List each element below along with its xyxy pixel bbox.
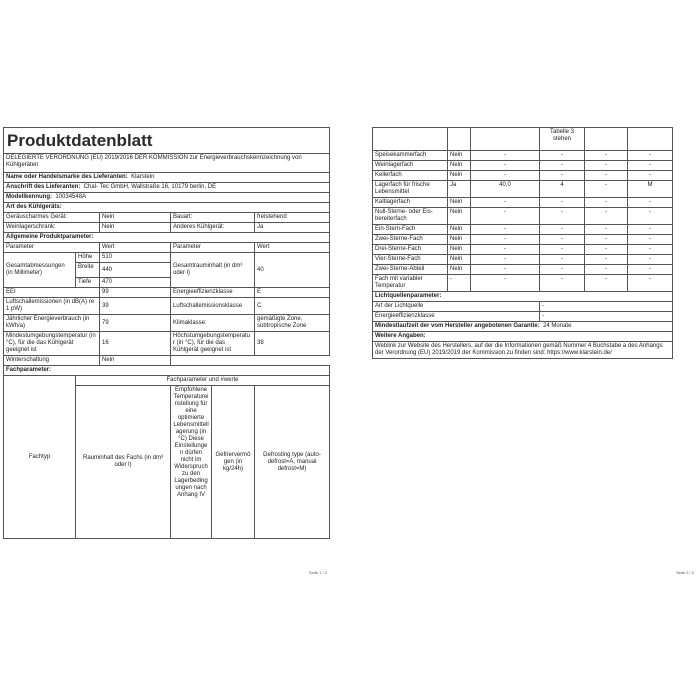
compartment-temp: -: [540, 245, 585, 255]
light-type-value: -: [540, 302, 673, 312]
compartment-freeze: -: [585, 151, 628, 161]
page-title: Produktdatenblatt: [4, 128, 330, 154]
model-row: [4, 193, 330, 203]
light-type-label: Art der Lichtquelle: [373, 302, 540, 312]
compartment-defrost: -: [628, 208, 673, 225]
depth-label: Tiefe: [76, 278, 100, 288]
compartment-defrost: -: [628, 275, 673, 292]
compartment-row: [373, 225, 673, 235]
compartment-defrost: -: [628, 255, 673, 265]
compartment-name: Drei-Sterne-Fach: [373, 245, 448, 255]
low-noise-value: Nein: [100, 213, 171, 223]
eei-label: EEI: [4, 288, 100, 298]
compartment-freeze: -: [585, 171, 628, 181]
value-header-2: Wert: [255, 243, 330, 253]
compartment-volume: -: [471, 235, 540, 245]
compartment-freeze: -: [585, 235, 628, 245]
col-compartment-type: Fachtyp: [4, 376, 76, 539]
compartment-freeze: -: [585, 245, 628, 255]
climate-class-label: Klimaklasse:: [171, 315, 255, 332]
compartment-temp: -: [540, 235, 585, 245]
compartment-name: Ein-Stern-Fach: [373, 225, 448, 235]
product-datasheet-table: [3, 127, 330, 539]
noise-class-value: C: [255, 298, 330, 315]
annual-energy-value: 79: [100, 315, 171, 332]
compartment-row: [373, 245, 673, 255]
noise-value: 39: [100, 298, 171, 315]
construction-label: Bauart:: [171, 213, 255, 223]
compartment-row: [373, 265, 673, 275]
compartment-temp: -: [540, 225, 585, 235]
width-label: Breite: [76, 263, 100, 278]
compartment-temp: -: [540, 208, 585, 225]
height-label: Höhe: [76, 253, 100, 263]
compartment-name: Zwei-Sterne-Abteil: [373, 265, 448, 275]
compartment-temp: 4: [540, 181, 585, 198]
compartment-volume: -: [471, 265, 540, 275]
compartment-volume: -: [471, 198, 540, 208]
compartment-volume: -: [471, 161, 540, 171]
max-temp-label: Höchstumgebungstemperatur (in °C), für die das Kühlgerät geeignet ist: [171, 332, 255, 356]
min-temp-value: 16: [100, 332, 171, 356]
other-appliance-label: Anderes Kühlgerät:: [171, 223, 255, 233]
compartment-row: [373, 255, 673, 265]
compartment-volume: -: [471, 208, 540, 225]
compartment-temp: -: [540, 161, 585, 171]
compartment-volume: -: [471, 255, 540, 265]
depth-value: 470: [100, 278, 171, 288]
compartment-row: [373, 275, 673, 292]
compartment-row: [373, 151, 673, 161]
winter-label: Winterschaltung: [4, 356, 100, 366]
value-header: Wert: [100, 243, 171, 253]
compartment-freeze: -: [585, 208, 628, 225]
further-info-label: Weitere Angaben:: [373, 332, 673, 342]
light-class-label: Energieeffizienzklasse: [373, 312, 540, 322]
compartment-volume: -: [471, 245, 540, 255]
compartment-defrost: -: [628, 151, 673, 161]
energy-class-label: Energieeffizienzklasse: [171, 288, 255, 298]
min-temp-label: Mindestumgebungstemperatur (in °C), für die das Kühlgerät geeignet ist: [4, 332, 100, 356]
compartment-volume: -: [471, 151, 540, 161]
energy-class-value: E: [255, 288, 330, 298]
construction-value: freistehend: [255, 213, 330, 223]
compartment-freeze: -: [585, 255, 628, 265]
datasheet-page-1: [0, 125, 337, 580]
compartment-defrost: -: [628, 161, 673, 171]
low-noise-label: Geräuscharmes Gerät:: [4, 213, 100, 223]
annual-energy-label: Jährlicher Energieverbrauch (in kWh/a): [4, 315, 100, 332]
compartment-freeze: -: [585, 275, 628, 292]
wine-cabinet-label: Weinlagerschrank:: [4, 223, 100, 233]
compartment-name: Null-Sterne- oder Eis-bereiterfach: [373, 208, 448, 225]
compartment-temp: -: [540, 198, 585, 208]
guarantee-value: 24 Monate: [543, 323, 572, 329]
compartment-freeze: -: [585, 225, 628, 235]
compartment-defrost: M: [628, 181, 673, 198]
compartment-present: Nein: [448, 198, 471, 208]
compartment-freeze: -: [585, 198, 628, 208]
compartment-temp: -: [540, 255, 585, 265]
compartment-volume: 40,0: [471, 181, 540, 198]
light-params-label: Lichtquellenparameter:: [373, 292, 673, 302]
compartment-present: Nein: [448, 151, 471, 161]
compartment-temp: -: [540, 171, 585, 181]
wine-cabinet-value: Nein: [100, 223, 171, 233]
compartment-row: [373, 198, 673, 208]
supplier-address-row: [4, 183, 330, 193]
other-appliance-value: Ja: [255, 223, 330, 233]
supplier-name-label: Name oder Handelsmarke des Lieferanten:: [6, 174, 128, 180]
dimensions-label: Gesamtabmessungen (in Millimeter): [4, 253, 76, 288]
guarantee-label: Mindestlaufzeit der vom Hersteller angebotenen Garantie:: [375, 323, 540, 329]
compartment-row: [373, 208, 673, 225]
col-volume: Rauminhalt des Fachs (in dm³ oder l): [76, 386, 171, 539]
compartment-present: Nein: [448, 245, 471, 255]
compartment-present: Nein: [448, 265, 471, 275]
compartment-freeze: -: [585, 265, 628, 275]
model-label: Modellkennung:: [6, 194, 52, 200]
noise-class-label: Luftschallemissionsklasse: [171, 298, 255, 315]
compartment-present: Nein: [448, 171, 471, 181]
supplier-name: Klarstein: [131, 174, 155, 180]
compartment-temp: -: [540, 265, 585, 275]
guarantee-row: [373, 322, 673, 332]
winter-value: Nein: [100, 356, 171, 366]
compartment-freeze: -: [585, 161, 628, 171]
compartment-defrost: -: [628, 225, 673, 235]
compartment-name: Fach mit variabler Temperatur: [373, 275, 448, 292]
compartment-present: Nein: [448, 255, 471, 265]
model-id: 10034548A: [55, 194, 87, 200]
param-header-2: Parameter: [171, 243, 255, 253]
max-temp-value: 38: [255, 332, 330, 356]
compartment-name: Speisekammerfach: [373, 151, 448, 161]
compartment-defrost: -: [628, 245, 673, 255]
general-params-label: Allgemeine Produktparameter:: [4, 233, 330, 243]
compartment-present: Nein: [448, 225, 471, 235]
eei-value: 99: [100, 288, 171, 298]
regulation-text: DELEGIERTE VERORDNUNG (EU) 2019/2016 DER KOMMISSION zur Energieverbrauchskennzeichnung von Kühlgeräten: [4, 154, 330, 173]
compartment-name: Kellerfach: [373, 171, 448, 181]
compartment-temp: -: [540, 151, 585, 161]
datasheet-page-2: [345, 125, 700, 580]
compartment-row: [373, 171, 673, 181]
compartment-params-label: Fachparameter:: [4, 366, 330, 376]
compartment-defrost: -: [628, 235, 673, 245]
compartment-params-header: Fachparameter und #werte: [76, 376, 330, 386]
compartment-name: Zwei-Sterne-Fach: [373, 235, 448, 245]
compartment-defrost: -: [628, 171, 673, 181]
further-info-text: Weblink zur Website des Herstellers, auf der die Informationen gemäß Nummer 4 Buchstabe a des Anhangs der Verordnung (EU) 2019/2019 der Kommission zu finden sind: https://www.klarstein.de/: [373, 342, 673, 359]
compartment-row: [373, 235, 673, 245]
light-class-value: -: [540, 312, 673, 322]
compartment-volume: -: [471, 171, 540, 181]
supplier-address-label: Anschrift des Lieferanten:: [6, 184, 81, 190]
compartment-name: Lagerfach für frische Lebensmittel: [373, 181, 448, 198]
compartment-freeze: -: [585, 181, 628, 198]
supplier-address: Chal- Tec GmbH, Wallstraße 16, 10179 berlin, DE: [83, 184, 217, 190]
compartment-name: Kaltlagerfach: [373, 198, 448, 208]
page-number: Seite 2 / 2: [675, 570, 694, 575]
compartment-volume: -: [471, 275, 540, 292]
col-recommended-temp: Empfohlene Temperatureinstellung für eine optimierte Lebensmittellagerung (in °C) Diese Einstellungen dürfen nicht im Widerspruch zu den Lagerbedingungen nach Anhang IV: [171, 386, 212, 539]
compartment-name: Weinlagerfach: [373, 161, 448, 171]
compartment-row: [373, 161, 673, 171]
width-value: 440: [100, 263, 171, 278]
total-volume-value: 40: [255, 253, 330, 288]
compartment-defrost: -: [628, 265, 673, 275]
supplier-name-row: [4, 173, 330, 183]
param-header: Parameter: [4, 243, 100, 253]
appliance-type-label: Art des Kühlgeräts:: [4, 203, 330, 213]
compartment-present: Nein: [448, 208, 471, 225]
compartment-defrost: -: [628, 198, 673, 208]
compartment-temp: -: [540, 275, 585, 292]
compartment-present: Nein: [448, 235, 471, 245]
table-reference: Tabelle 3 stehen: [540, 128, 585, 151]
noise-label: Luftschallemissionen (in dB(A) re 1 pW): [4, 298, 100, 315]
compartment-present: Ja: [448, 181, 471, 198]
col-defrost-type: Defrosting type (auto-defrost=A, manual defrost=M): [255, 386, 330, 539]
total-volume-label: Gesamtrauminhalt (in dm³ oder l): [171, 253, 255, 288]
col-freezing-capacity: Gefriervermögen (in kg/24h): [212, 386, 255, 539]
height-value: 510: [100, 253, 171, 263]
climate-class-value: gemäßigte Zone, subtropische Zone: [255, 315, 330, 332]
page-number: Seite 1 / 2: [308, 570, 327, 575]
compartment-present: -: [448, 275, 471, 292]
compartment-table: [372, 127, 673, 359]
compartment-rows: [373, 151, 673, 292]
compartment-name: Vier-Sterne-Fach: [373, 255, 448, 265]
compartment-present: Nein: [448, 161, 471, 171]
compartment-row: [373, 181, 673, 198]
compartment-volume: -: [471, 225, 540, 235]
